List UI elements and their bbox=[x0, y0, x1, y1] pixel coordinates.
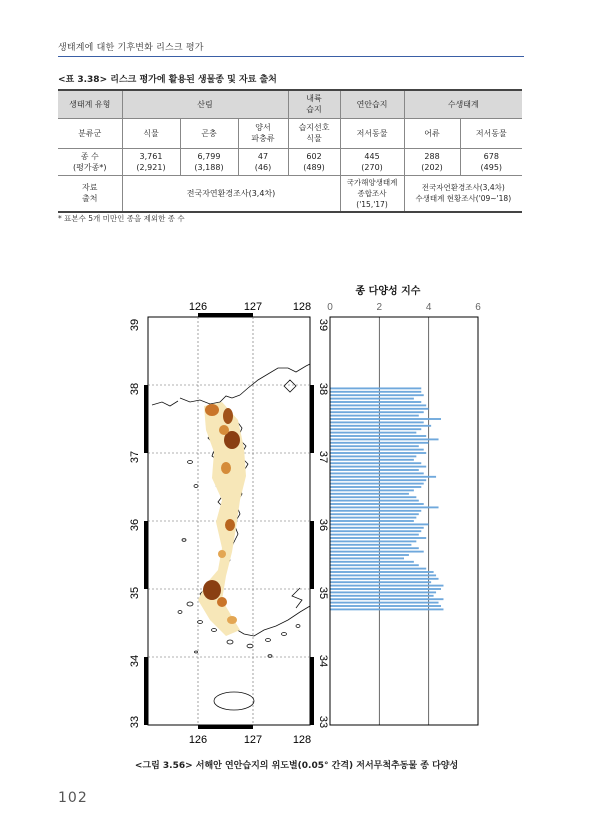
row-label: 자료 출처 bbox=[58, 175, 122, 212]
bar bbox=[330, 435, 426, 437]
table-cell: 445 (270) bbox=[340, 148, 404, 175]
bar bbox=[330, 544, 411, 546]
table-cell: 곤충 bbox=[180, 118, 238, 148]
bar-x-tick: 6 bbox=[475, 302, 481, 313]
map-panel bbox=[129, 301, 329, 746]
bar-x-tick: 4 bbox=[425, 302, 432, 313]
bar bbox=[330, 411, 424, 413]
table-cell: 678 (495) bbox=[460, 148, 522, 175]
table-caption: <표 3.38> 리스크 평가에 활용된 생물종 및 자료 출처 bbox=[58, 75, 277, 85]
row-label: 종 수 (평가종*) bbox=[58, 148, 122, 175]
bar bbox=[330, 418, 441, 420]
bar bbox=[330, 503, 424, 505]
lat-tick-left: 37 bbox=[129, 450, 141, 464]
bar bbox=[330, 540, 416, 542]
bar bbox=[330, 598, 443, 600]
col-ecosystem-type: 생태계 유형 bbox=[58, 90, 122, 118]
bar bbox=[330, 462, 421, 464]
bar bbox=[330, 442, 429, 444]
row-label: 분류군 bbox=[58, 118, 122, 148]
lat-tick-left: 33 bbox=[129, 715, 141, 729]
bar bbox=[330, 408, 429, 410]
bar bbox=[330, 401, 421, 403]
lat-tick-left: 38 bbox=[129, 382, 141, 396]
bar bbox=[330, 455, 416, 457]
lat-tick-left: 34 bbox=[129, 654, 141, 668]
bar bbox=[330, 608, 443, 610]
lat-tick-right: 33 bbox=[317, 715, 329, 729]
bar bbox=[330, 404, 426, 406]
map-top-scale-bar bbox=[198, 313, 253, 317]
bar bbox=[330, 527, 424, 529]
bar bbox=[330, 568, 426, 570]
bar bbox=[330, 472, 424, 474]
lon-tick-top: 127 bbox=[243, 301, 263, 313]
table-cell: 전국자연환경조사(3,4차) 수생태계 현황조사('09~'18) bbox=[404, 175, 522, 212]
table-cell: 습지선호 식물 bbox=[288, 118, 340, 148]
table-cell: 전국자연환경조사(3,4차) bbox=[122, 175, 340, 212]
table-cell: 저서동물 bbox=[340, 118, 404, 148]
bar bbox=[330, 602, 439, 604]
table-cell: 6,799 (3,188) bbox=[180, 148, 238, 175]
bar bbox=[330, 588, 441, 590]
bar bbox=[330, 421, 424, 423]
lat-tick-left: 36 bbox=[129, 518, 141, 532]
bar bbox=[330, 479, 426, 481]
bar-panel bbox=[327, 284, 481, 725]
bar bbox=[330, 578, 439, 580]
bar bbox=[330, 476, 436, 478]
bar-chart-title: 종 다양성 지수 bbox=[355, 286, 421, 297]
lon-tick-bottom: 127 bbox=[243, 734, 263, 746]
map-left-scale-bar bbox=[144, 657, 148, 725]
lat-tick-right: 37 bbox=[317, 450, 329, 464]
table-cell: 3,761 (2,921) bbox=[122, 148, 180, 175]
col-aquatic: 수생태계 bbox=[404, 90, 522, 118]
map-left-scale-bar bbox=[144, 385, 148, 453]
bar bbox=[330, 486, 421, 488]
bar bbox=[330, 605, 441, 607]
bar bbox=[330, 466, 426, 468]
bar-x-tick: 2 bbox=[376, 302, 383, 313]
lon-tick-bottom: 128 bbox=[292, 734, 312, 746]
bar bbox=[330, 449, 424, 451]
bar bbox=[330, 428, 421, 430]
bar bbox=[330, 391, 421, 393]
bar bbox=[330, 574, 436, 576]
bar bbox=[330, 425, 431, 427]
running-header: 생태계에 대한 기후변화 리스크 평가 bbox=[58, 43, 204, 53]
bar bbox=[330, 493, 409, 495]
lat-tick-right: 39 bbox=[317, 318, 329, 332]
bar-series bbox=[330, 387, 443, 610]
page-number: 102 bbox=[58, 790, 88, 806]
bar bbox=[330, 551, 424, 553]
bar bbox=[330, 561, 414, 563]
bar bbox=[330, 496, 416, 498]
bar bbox=[330, 506, 439, 508]
table-cell: 어류 bbox=[404, 118, 460, 148]
bar bbox=[330, 520, 414, 522]
bar bbox=[330, 459, 414, 461]
bar bbox=[330, 537, 426, 539]
map-bottom-scale-bar bbox=[198, 725, 253, 729]
table-cell: 국가해양생태계 종합조사('15,'17) bbox=[340, 175, 404, 212]
table-cell: 602 (489) bbox=[288, 148, 340, 175]
bar bbox=[330, 387, 421, 389]
bar bbox=[330, 564, 419, 566]
lat-tick-right: 34 bbox=[317, 654, 329, 668]
bar bbox=[330, 432, 416, 434]
col-inland-wetland: 내륙 습지 bbox=[288, 90, 340, 118]
table-cell: 식물 bbox=[122, 118, 180, 148]
bar bbox=[330, 500, 419, 502]
bar bbox=[330, 530, 421, 532]
figure-caption: <그림 3.56> 서해안 연안습지의 위도별(0.05° 간격) 저서무척추동물 종 다양성 bbox=[134, 761, 459, 771]
bar bbox=[330, 394, 424, 396]
map-right-scale-bar bbox=[310, 521, 314, 589]
bar bbox=[330, 469, 419, 471]
bar-x-tick: 0 bbox=[327, 302, 333, 313]
bar bbox=[330, 510, 421, 512]
bar bbox=[330, 398, 414, 400]
bar bbox=[330, 571, 434, 573]
bar bbox=[330, 452, 426, 454]
table-cell: 저서동물 bbox=[460, 118, 522, 148]
map-left-scale-bar bbox=[144, 521, 148, 589]
bar bbox=[330, 517, 416, 519]
bar bbox=[330, 554, 409, 556]
lon-tick-top: 126 bbox=[188, 301, 208, 313]
table-cell: 288 (202) bbox=[404, 148, 460, 175]
table-cell: 양서 파충류 bbox=[238, 118, 288, 148]
bar bbox=[330, 415, 419, 417]
bar bbox=[330, 557, 404, 559]
bar bbox=[330, 489, 414, 491]
bar bbox=[330, 513, 419, 515]
bar bbox=[330, 547, 419, 549]
map-right-scale-bar bbox=[310, 657, 314, 725]
bar bbox=[330, 483, 424, 485]
lat-tick-left: 35 bbox=[129, 586, 141, 600]
lat-tick-right: 35 bbox=[317, 586, 329, 600]
col-forest: 산림 bbox=[122, 90, 288, 118]
bar bbox=[330, 438, 439, 440]
lon-tick-top: 128 bbox=[292, 301, 312, 313]
lon-tick-bottom: 126 bbox=[188, 734, 208, 746]
lat-tick-right: 38 bbox=[317, 382, 329, 396]
col-coastal-wetland: 연안습지 bbox=[340, 90, 404, 118]
bar bbox=[330, 581, 431, 583]
bar bbox=[330, 591, 436, 593]
table-footnote: * 표본수 5개 미만인 종을 제외한 종 수 bbox=[58, 214, 185, 223]
bar bbox=[330, 445, 419, 447]
map-right-scale-bar bbox=[310, 385, 314, 453]
bar bbox=[330, 534, 419, 536]
bar-x-tick-labels bbox=[327, 302, 481, 313]
table-cell: 47 (46) bbox=[238, 148, 288, 175]
bar bbox=[330, 595, 434, 597]
lat-tick-right: 36 bbox=[317, 518, 329, 532]
bar bbox=[330, 585, 443, 587]
lat-tick-left: 39 bbox=[129, 318, 141, 332]
bar bbox=[330, 523, 429, 525]
